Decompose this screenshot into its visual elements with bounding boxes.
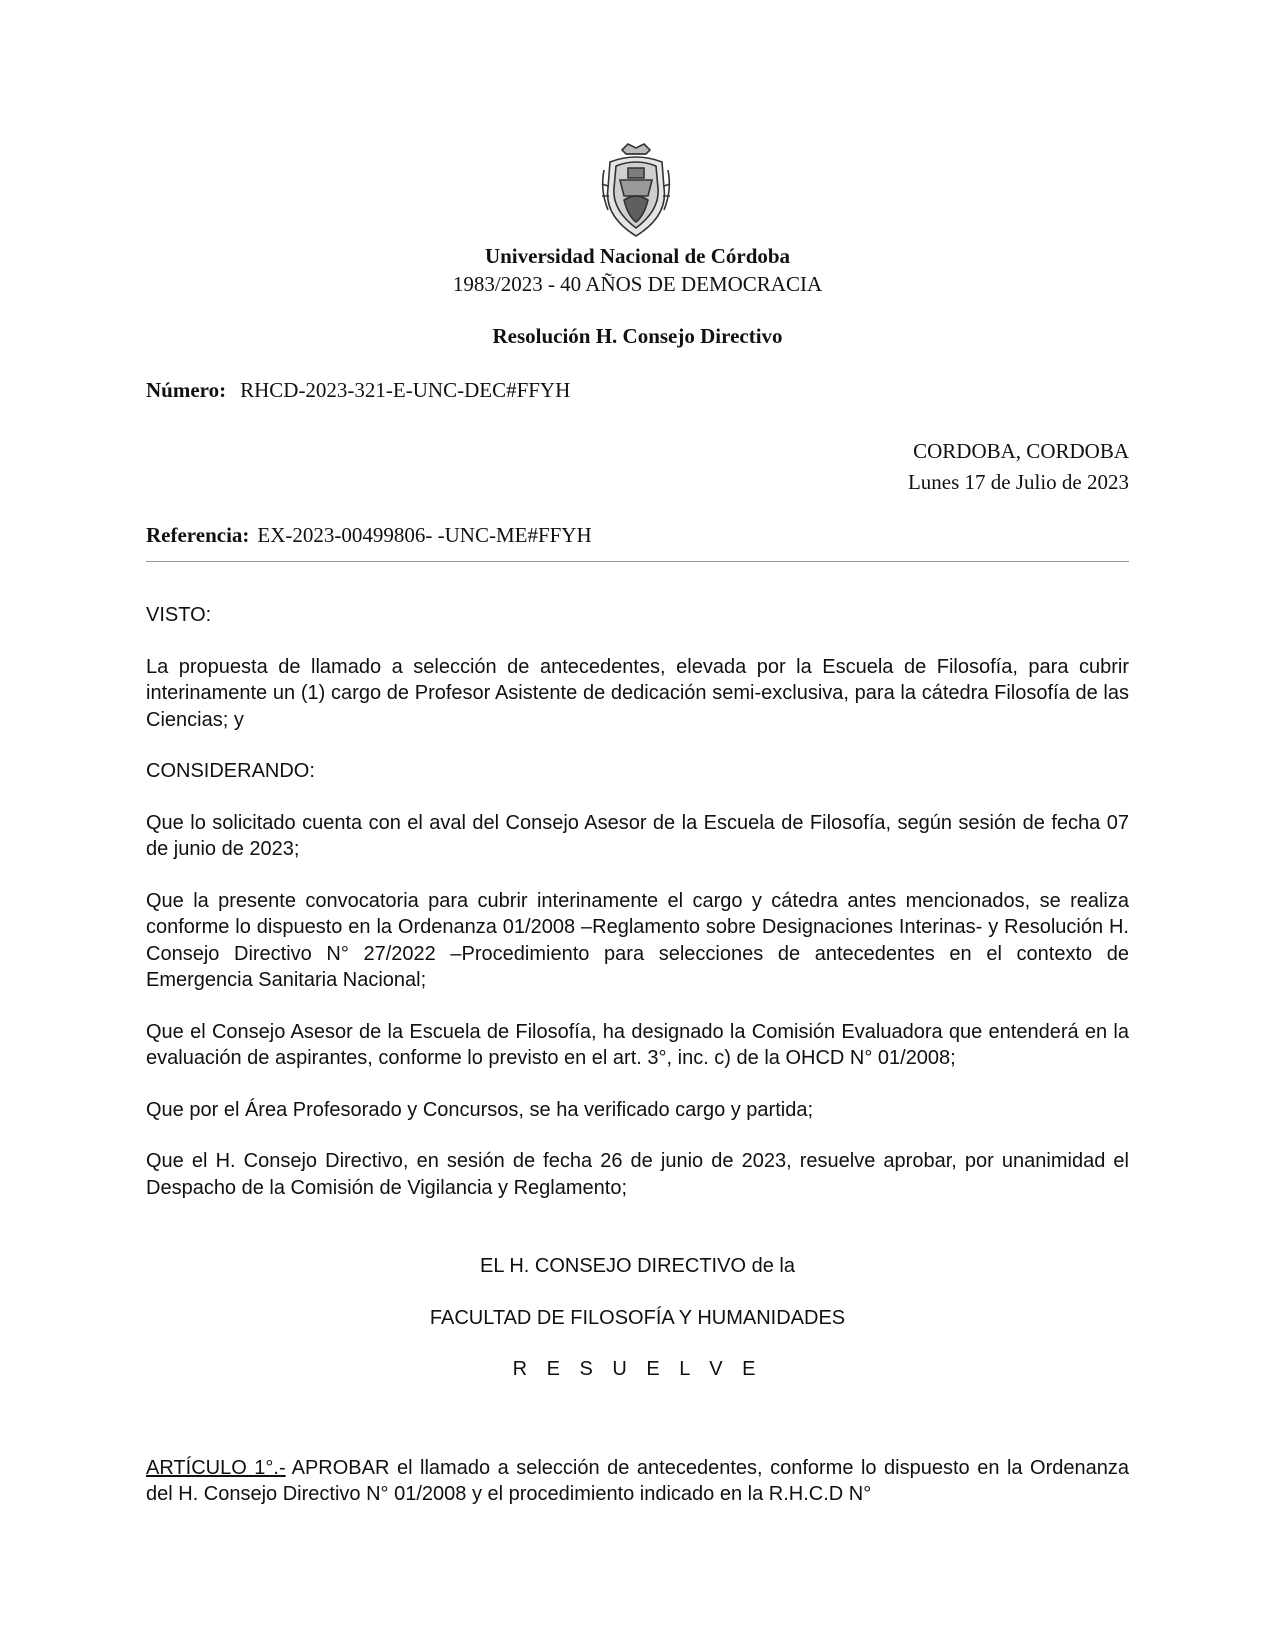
considerando-label: CONSIDERANDO: bbox=[146, 760, 315, 782]
article-1 bbox=[146, 1455, 1129, 1508]
faculty-line: FACULTAD DE FILOSOFÍA Y HUMANIDADES bbox=[429, 1306, 846, 1329]
referencia-label: Referencia: bbox=[146, 523, 250, 547]
resuelve-line: R E S U E L V E bbox=[512, 1358, 763, 1380]
numero-label: Número: bbox=[146, 378, 227, 402]
article-1-text: APROBAR el llamado a selección de antecedentes, conforme lo dispuesto en la Ordenanza del H. Consejo Directivo N° 01/2008 y el procedimiento indicado en la R.H.C.D N° bbox=[146, 1456, 1130, 1505]
reference bbox=[146, 523, 592, 548]
article-1-label: ARTÍCULO 1°.- bbox=[146, 1456, 286, 1479]
referencia-value: EX-2023-00499806- -UNC-ME#FFYH bbox=[257, 523, 592, 547]
considerando-paragraph: Que por el Área Profesorado y Concursos, se ha verificado cargo y partida; bbox=[146, 1098, 814, 1121]
university-name: Universidad Nacional de Córdoba bbox=[484, 244, 791, 268]
university-crest-icon bbox=[598, 140, 674, 240]
considerando-paragraph: Que el H. Consejo Directivo, en sesión de fecha 26 de junio de 2023, resuelve aprobar, por unanimidad el Despacho de la Comisión de Vigilancia y Reglamento; bbox=[146, 1150, 1129, 1199]
header-block bbox=[0, 242, 1275, 298]
visto-paragraph: La propuesta de llamado a selección de antecedentes, elevada por la Escuela de Filosofía, para cubrir interinamente un (1) cargo de Profesor Asistente de dedicación semi-exclusiva, para la cátedra Filosofía de las Ciencias; y bbox=[146, 655, 1129, 731]
resolves-heading bbox=[146, 1253, 1129, 1383]
resolution-body bbox=[146, 602, 1129, 1508]
visto-label: VISTO: bbox=[146, 604, 212, 626]
considerando-paragraph: Que la presente convocatoria para cubrir interinamente el cargo y cátedra antes mencionados, se realiza conforme lo dispuesto en la Ordenanza 01/2008 –Reglamento sobre Designaciones Interinas- y Resolución H. Consejo Directivo N° 27/2022 –Procedimiento para selecciones de antecedentes en el contexto de Emergencia Sanitaria Nacional; bbox=[146, 889, 1129, 991]
considerando-paragraph: Que el Consejo Asesor de la Escuela de Filosofía, ha designado la Comisión Evaluadora que entenderá en la evaluación de aspirantes, conforme lo previsto en el art. 3°, inc. c) de la OHCD N° 01/2008; bbox=[146, 1020, 1129, 1069]
anniversary-motto: 1983/2023 - 40 AÑOS DE DEMOCRACIA bbox=[452, 272, 823, 296]
place-date bbox=[908, 436, 1129, 498]
numero-value: RHCD-2023-321-E-UNC-DEC#FFYH bbox=[240, 378, 571, 402]
council-line: EL H. CONSEJO DIRECTIVO de la bbox=[480, 1255, 795, 1277]
considerando-paragraph: Que lo solicitado cuenta con el aval del Consejo Asesor de la Escuela de Filosofía, según sesión de fecha 07 de junio de 2023; bbox=[146, 811, 1129, 860]
divider bbox=[146, 561, 1129, 562]
resolution-number bbox=[146, 378, 570, 403]
date: Lunes 17 de Julio de 2023 bbox=[907, 470, 1129, 494]
place: CORDOBA, CORDOBA bbox=[913, 439, 1129, 463]
resolution-title: Resolución H. Consejo Directivo bbox=[492, 324, 783, 348]
